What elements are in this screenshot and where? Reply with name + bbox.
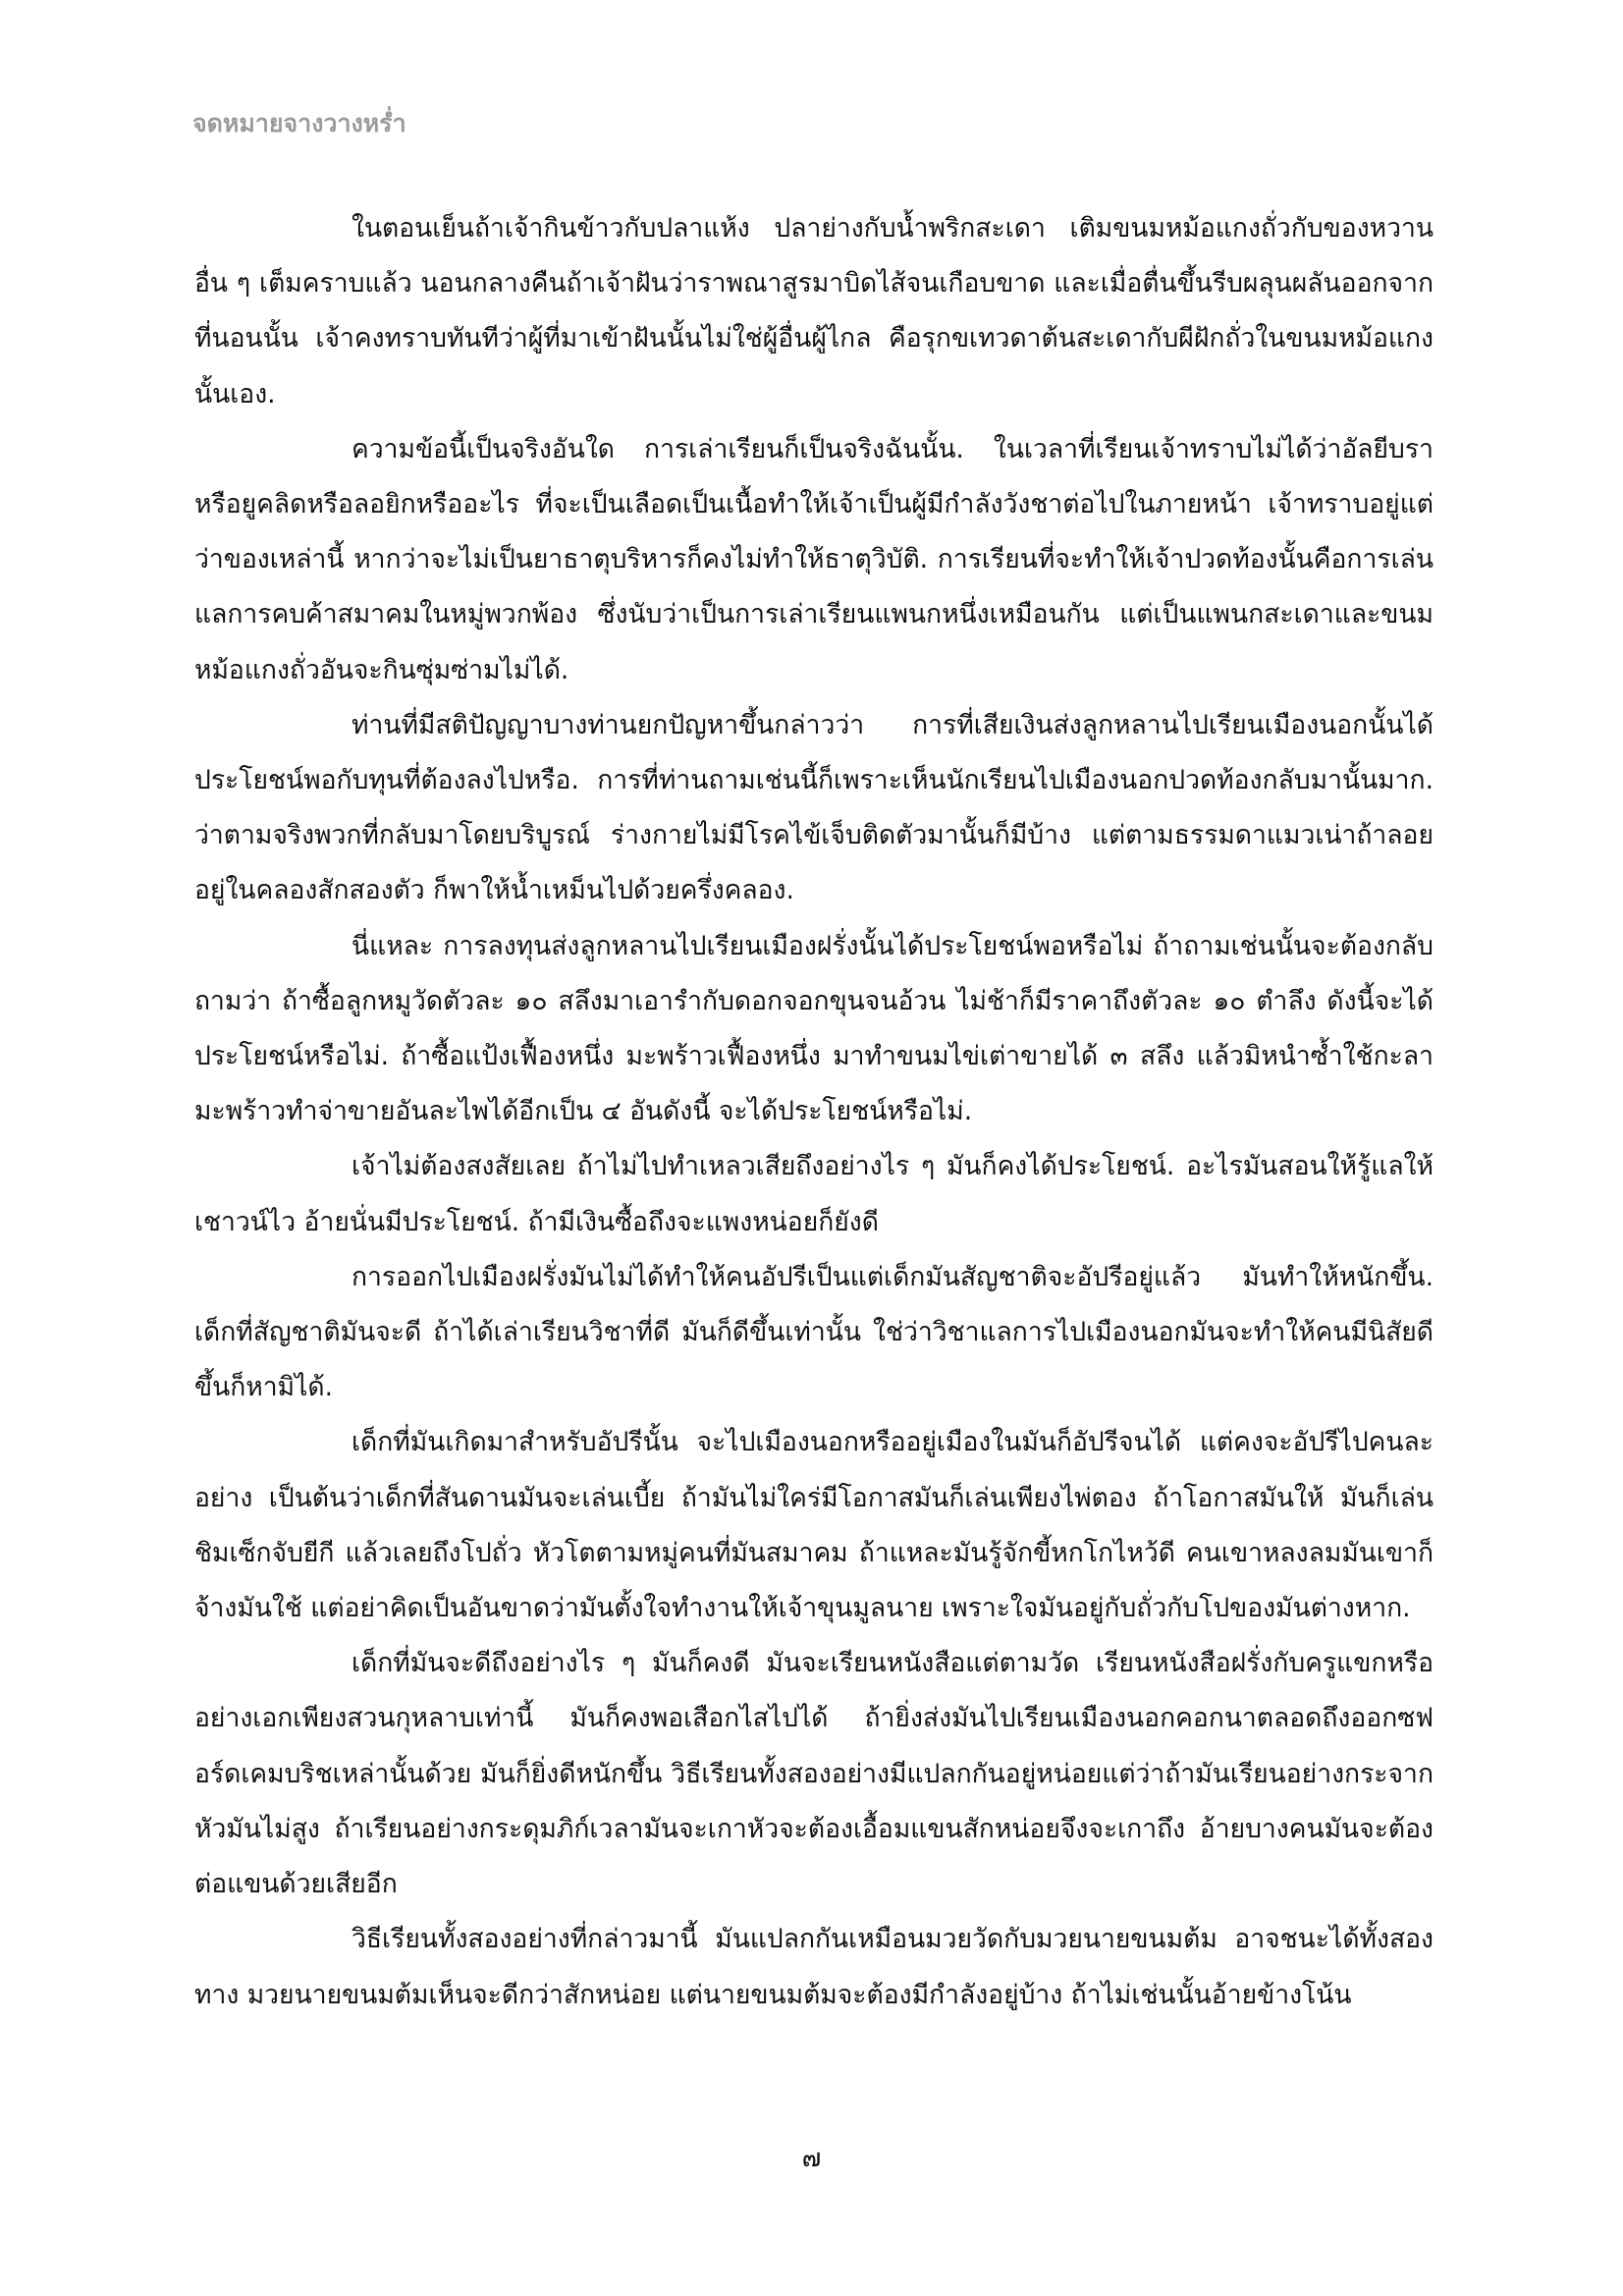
body-text <box>194 201 1434 2023</box>
paragraph: เจ้าไม่ต้องสงสัยเลย ถ้าไม่ไปทำเหลวเสียถึงอย่างไร ๆ มันก็คงได้ประโยชน์. อะไรมันสอนให้รู้แลให้เชาวน์ไว อ้ายนั่นมีประโยชน์. ถ้ามีเงินซื้อถึงจะแพงหน่อยก็ยังดี <box>194 1151 1434 1237</box>
paragraph: การออกไปเมืองฝรั่งมันไม่ได้ทำให้คนอัปรีเป็นแต่เด็กมันสัญชาติจะอัปรีอยู่แล้ว มันทำให้หนักขึ้น. เด็กที่สัญชาติมันจะดี ถ้าได้เล่าเรียนวิชาที่ดี มันก็ดีขึ้นเท่านั้น ใช่ว่าวิชาแลการไปเมืองนอกมันจะทำให้คนมีนิสัยดีขึ้นก็หามิได้. <box>194 1261 1434 1403</box>
paragraph: ในตอนเย็นถ้าเจ้ากินข้าวกับปลาแห้ง ปลาย่างกับน้ำพริกสะเดา เติมขนมหม้อแกงถั่วกับของหวานอื่น ๆ เต็มคราบแล้ว นอนกลางคืนถ้าเจ้าฝันว่าราพณาสูรมาบิดไส้จนเกือบขาด และเมื่อตื่นขึ้นรีบผลุนผลันออกจากที่นอนนั้น เจ้าคงทราบทันทีว่าผู้ที่มาเข้าฝันนั้นไม่ใช่ผู้อื่นผู้ไกล คือรุกขเทวดาต้นสะเดากับผีฝักถั่วในขนมหม้อแกงนั้นเอง. <box>194 213 1434 410</box>
paragraph: เด็กที่มันจะดีถึงอย่างไร ๆ มันก็คงดี มันจะเรียนหนังสือแต่ตามวัด เรียนหนังสือฝรั่งกับครูแขกหรืออย่างเอกเพียงสวนกุหลาบเท่านี้ มันก็คงพอเสือกไสไปได้ ถ้ายิ่งส่งมันไปเรียนเมืองนอกคอกนาตลอดถึงออกซฟอร์ดเคมบริชเหล่านั้นด้วย มันก็ยิ่งดีหนักขึ้น วิธีเรียนทั้งสองอย่างมีแปลกกันอยู่หน่อยแต่ว่าถ้ามันเรียนอย่างกระจากหัวมันไม่สูง ถ้าเรียนอย่างกระดุมภิก์เวลามันจะเกาหัวจะต้องเอื้อมแขนสักหน่อยจึงจะเกาถึง อ้ายบางคนมันจะต้องต่อแขนด้วยเสียอีก <box>194 1648 1434 1900</box>
paragraph: ความข้อนี้เป็นจริงอันใด การเล่าเรียนก็เป็นจริงฉันนั้น. ในเวลาที่เรียนเจ้าทราบไม่ได้ว่าอัลยีบราหรือยูคลิดหรือลอยิกหรืออะไร ที่จะเป็นเลือดเป็นเนื้อทำให้เจ้าเป็นผู้มีกำลังวังชาต่อไปในภายหน้า เจ้าทราบอยู่แต่ว่าของเหล่านี้ หากว่าจะไม่เป็นยาธาตุบริหารก็คงไม่ทำให้ธาตุวิบัติ. การเรียนที่จะทำให้เจ้าปวดท้องนั้นคือการเล่นแลการคบค้าสมาคมในหมู่พวกพ้อง ซึ่งนับว่าเป็นการเล่าเรียนแพนกหนึ่งเหมือนกัน แต่เป็นแพนกสะเดาและขนมหม้อแกงถั่วอันจะกินซุ่มซ่ามไม่ได้. <box>194 433 1434 685</box>
page-number: ๗ <box>801 2144 822 2173</box>
paragraph: วิธีเรียนทั้งสองอย่างที่กล่าวมานี้ มันแปลกกันเหมือนมวยวัดกับมวยนายขนมต้ม อาจชนะได้ทั้งสองทาง มวยนายขนมต้มเห็นจะดีกว่าสักหน่อย แต่นายขนมต้มจะต้องมีกำลังอยู่บ้าง ถ้าไม่เช่นนั้นอ้ายข้างโน้น <box>194 1924 1434 2010</box>
running-header: จดหมายจางวางหร่ำ <box>192 109 406 137</box>
paragraph: เด็กที่มันเกิดมาสำหรับอัปรีนั้น จะไปเมืองนอกหรืออยู่เมืองในมันก็อัปรีจนได้ แต่คงจะอัปรีไปคนละอย่าง เป็นต้นว่าเด็กที่สันดานมันจะเล่นเบี้ย ถ้ามันไม่ใคร่มีโอกาสมันก็เล่นเพียงไพ่ตอง ถ้าโอกาสมันให้ มันก็เล่นชิมเซ็กจับยีกี แล้วเลยถึงโปถั่ว หัวโตตามหมู่คนที่มันสมาคม ถ้าแหละมันรู้จักขี้หกโกไหว้ดี คนเขาหลงลมมันเขาก็จ้างมันใช้ แต่อย่าคิดเป็นอันขาดว่ามันตั้งใจทำงานให้เจ้าขุนมูลนาย เพราะใจมันอยู่กับถั่วกับโปของมันต่างหาก. <box>194 1427 1434 1624</box>
paragraph: ท่านที่มีสติปัญญาบางท่านยกปัญหาขึ้นกล่าวว่า การที่เสียเงินส่งลูกหลานไปเรียนเมืองนอกนั้นได้ประโยชน์พอกับทุนที่ต้องลงไปหรือ. การที่ท่านถามเช่นนี้ก็เพราะเห็นนักเรียนไปเมืองนอกปวดท้องกลับมานั้นมาก. ว่าตามจริงพวกที่กลับมาโดยบริบูรณ์ ร่างกายไม่มีโรคไข้เจ็บติดตัวมานั้นก็มีบ้าง แต่ตามธรรมดาแมวเน่าถ้าลอยอยู่ในคลองสักสองตัว ก็พาให้น้ำเหม็นไปด้วยครึ่งคลอง. <box>194 709 1434 906</box>
paragraph: นี่แหละ การลงทุนส่งลูกหลานไปเรียนเมืองฝรั่งนั้นได้ประโยชน์พอหรือไม่ ถ้าถามเช่นนั้นจะต้องกลับถามว่า ถ้าซื้อลูกหมูวัดตัวละ ๑๐ สลึงมาเอารำกับดอกจอกขุนจนอ้วน ไม่ช้าก็มีราคาถึงตัวละ ๑๐ ตำลึง ดังนี้จะได้ประโยชน์หรือไม่. ถ้าซื้อแป้งเฟื้องหนึ่ง มะพร้าวเฟื้องหนึ่ง มาทำขนมไข่เต่าขายได้ ๓ สลึง แล้วมิหนำซ้ำใช้กะลามะพร้าวทำจ่าขายอันละไพได้อีกเป็น ๔ อันดังนี้ จะได้ประโยชน์หรือไม่. <box>194 930 1434 1127</box>
